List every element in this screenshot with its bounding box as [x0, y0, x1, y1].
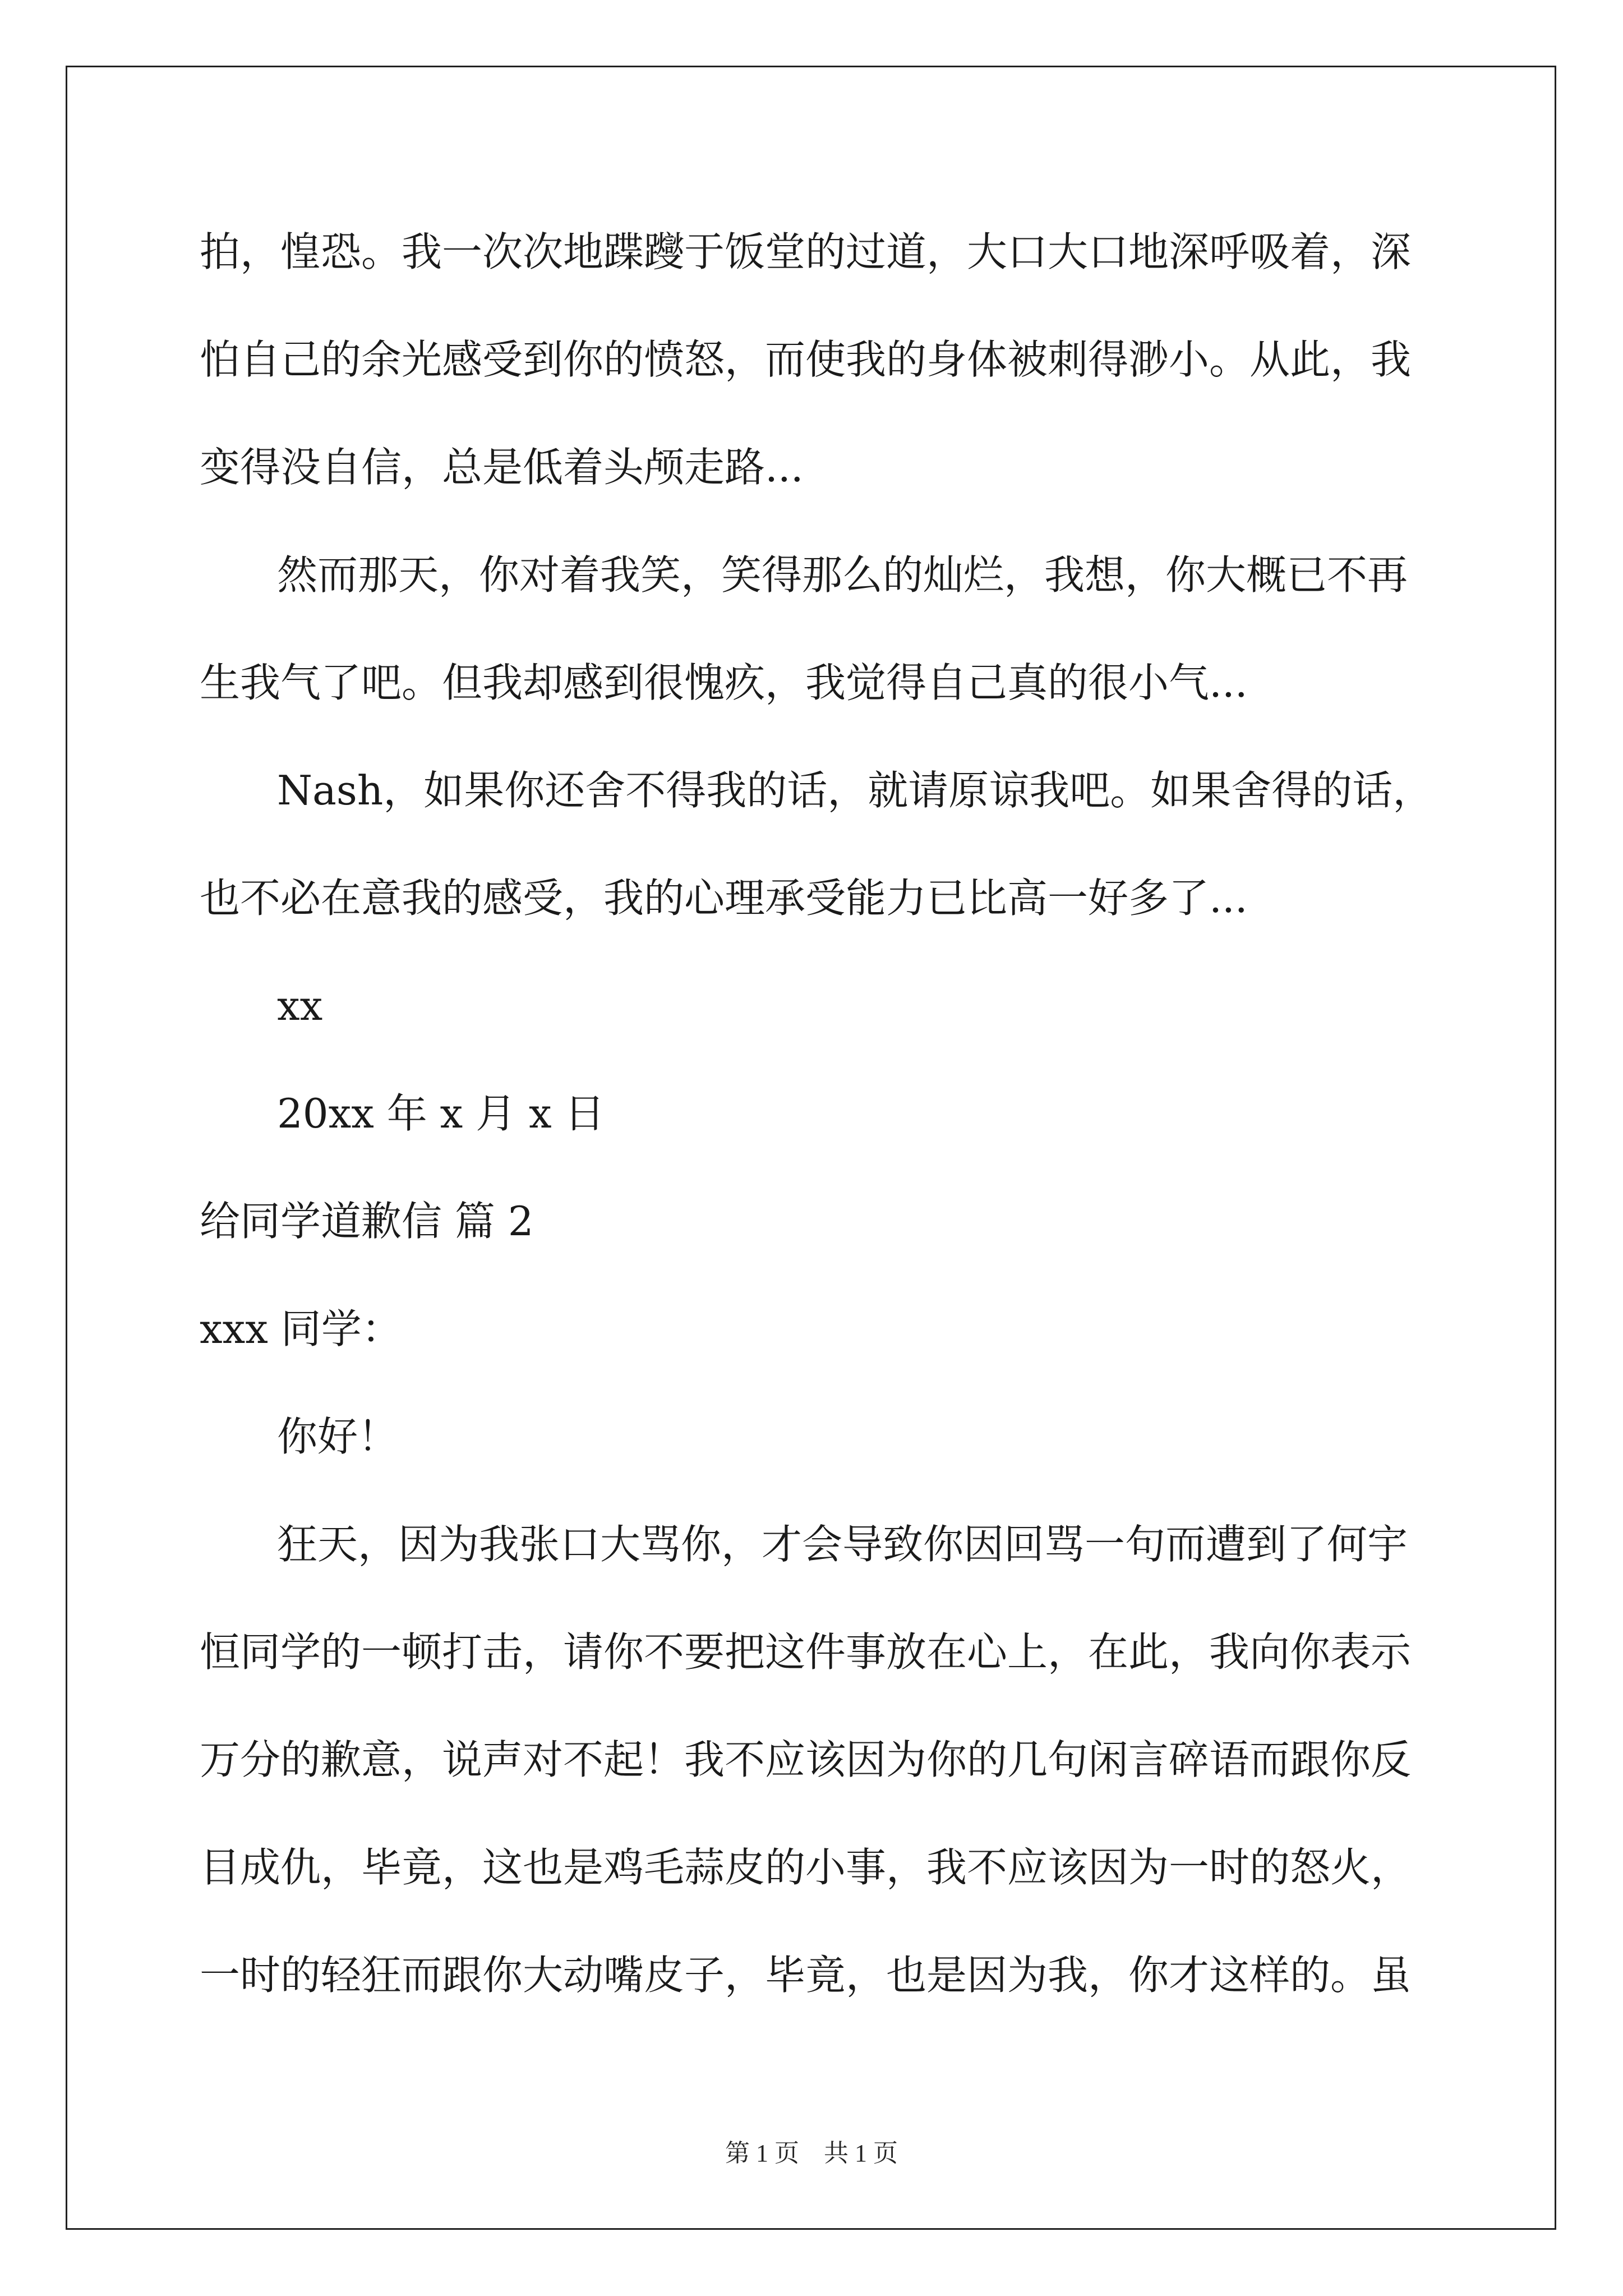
paragraph-line: Nash，如果你还舍不得我的话，就请原谅我吧。如果舍得的话， — [277, 767, 1433, 814]
paragraph-line: 怕自己的余光感受到你的愤怒，而使我的身体被刺得渺小。从此，我 — [200, 336, 1412, 383]
paragraph-line: 狂天，因为我张口大骂你，才会导致你因回骂一句而遭到了何宇 — [277, 1521, 1408, 1568]
page-border — [66, 66, 1556, 2230]
paragraph-line: 万分的歉意，说声对不起！我不应该因为你的几句闲言碎语而跟你反 — [200, 1736, 1412, 1783]
paragraph-line: 生我气了吧。但我却感到很愧疚，我觉得自己真的很小气... — [200, 659, 1248, 706]
greeting: 你好！ — [277, 1413, 399, 1460]
page-footer: 第 1 页 共 1 页 — [725, 2139, 898, 2167]
salutation: xxx 同学： — [200, 1305, 402, 1352]
paragraph-line: 变得没自信，总是低着头颅走路... — [200, 444, 804, 491]
paragraph-line: 目成仇，毕竟，这也是鸡毛蒜皮的小事，我不应该因为一时的怒火， — [200, 1844, 1412, 1891]
paragraph-line: 一时的轻狂而跟你大动嘴皮子，毕竟，也是因为我，你才这样的。虽 — [200, 1952, 1412, 1999]
signature-name: xx — [277, 982, 323, 1029]
paragraph-line: 然而那天，你对着我笑，笑得那么的灿烂，我想，你大概已不再 — [277, 551, 1408, 599]
paragraph-line: 也不必在意我的感受，我的心理承受能力已比高一好多了... — [200, 875, 1248, 922]
paragraph-line: 拍，惶恐。我一次次地蹀躞于饭堂的过道，大口大口地深呼吸着，深 — [200, 228, 1412, 275]
paragraph-line: 恒同学的一顿打击，请你不要把这件事放在心上，在此，我向你表示 — [200, 1628, 1412, 1676]
signature-date: 20xx 年 x 月 x 日 — [277, 1090, 605, 1137]
section-heading: 给同学道歉信 篇 2 — [200, 1198, 534, 1245]
